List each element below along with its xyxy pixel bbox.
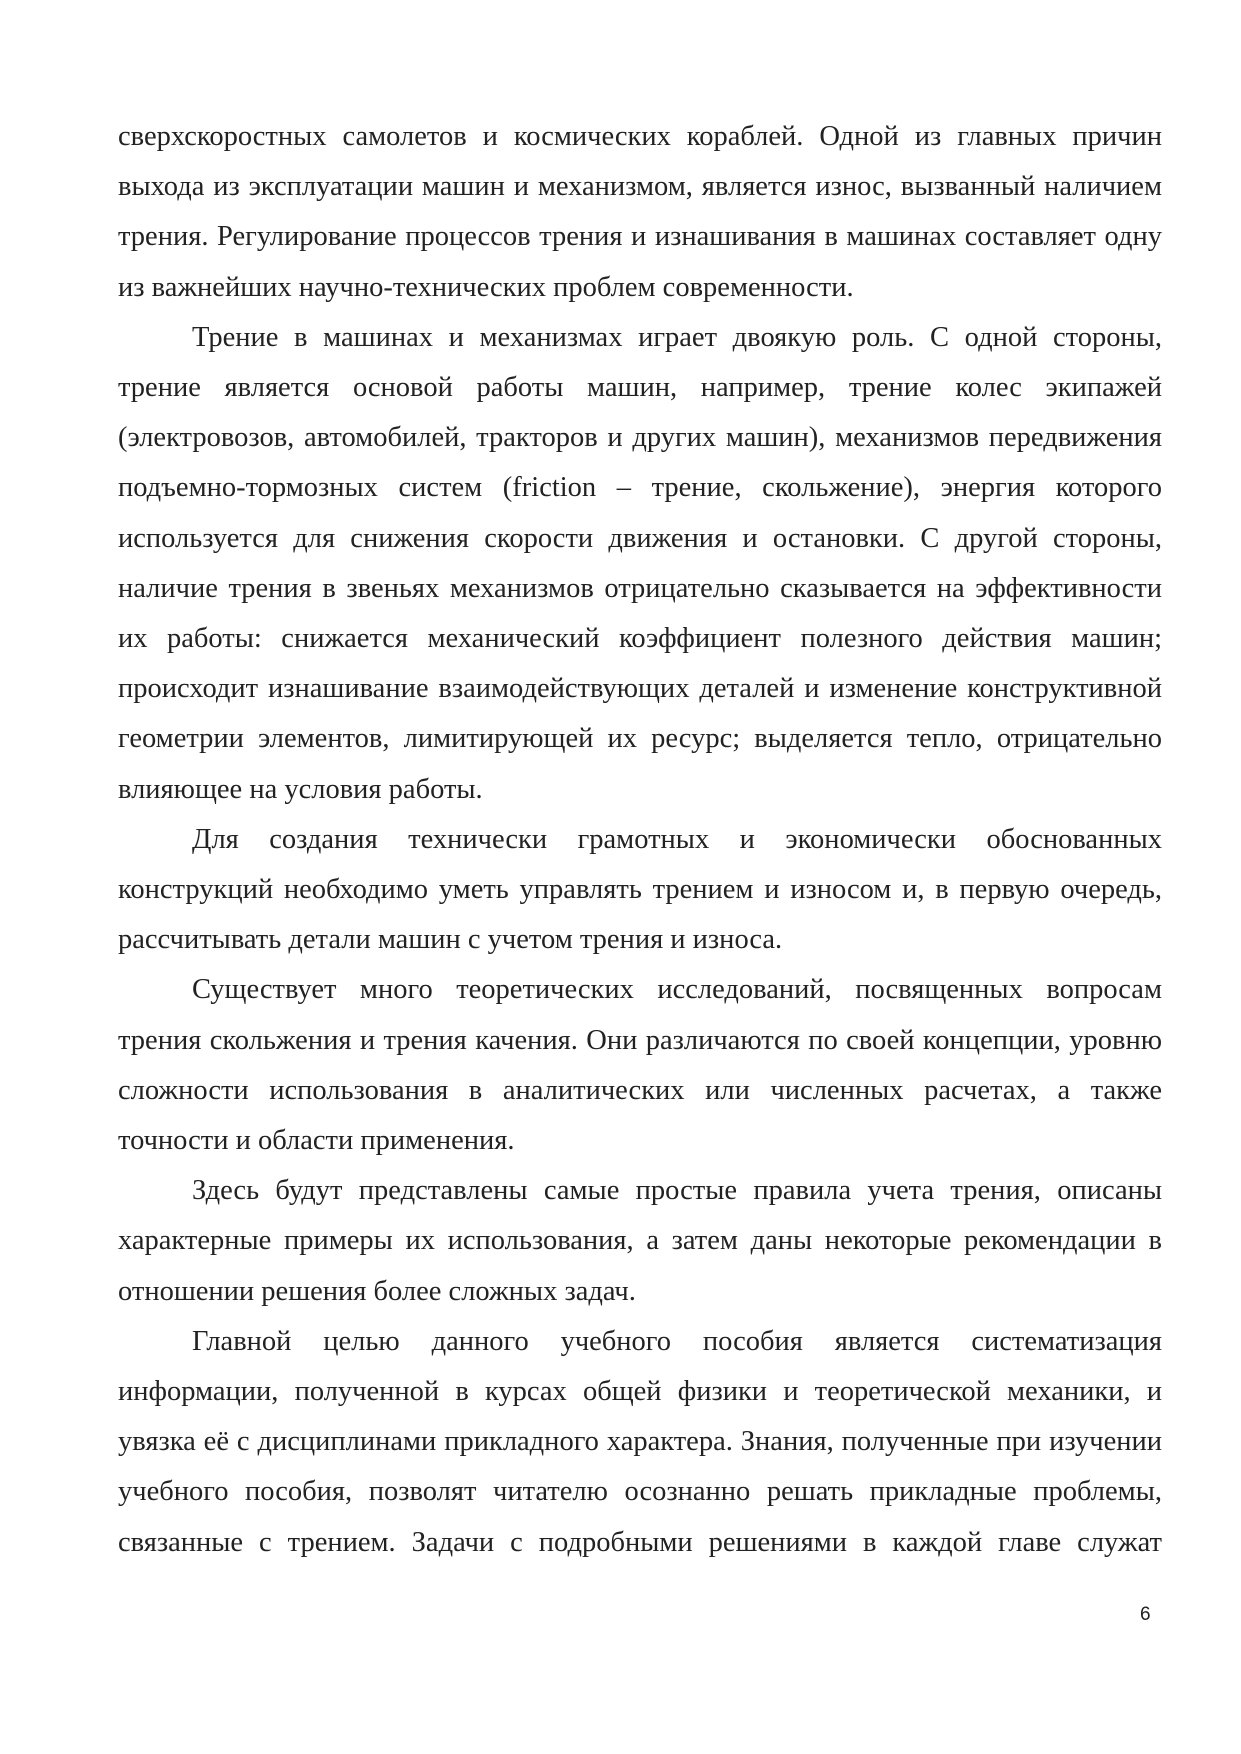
paragraph-design: Для создания технически грамотных и экономически обоснованных конструкций необходимо уметь управлять трением и износом и, в первую очередь, рассчитывать детали машин с учетом трения и износа. (118, 823, 1162, 956)
paragraph-continuation: сверхскоростных самолетов и космических кораблей. Одной из главных причин выхода из эксплуатации машин и механизмом, является износ, вызванный наличием трения. Регулирование процессов трения и изнашивания в машинах составляет одну из важнейших научно-технических проблем современности. (118, 121, 1162, 303)
body-text (118, 112, 1162, 1568)
paragraph-dual-role: Трение в машинах и механизмах играет двоякую роль. С одной стороны, трение является основой работы машин, например, трение колес экипажей (электровозов, автомобилей, тракторов и других машин), механизмов передвижения подъемно-тормозных систем (friction – трение, скольжение), энергия которого используется для снижения скорости движения и остановки. С другой стороны, наличие трения в звеньях механизмов отрицательно сказывается на эффективности их работы: снижается механический коэффициент полезного действия машин; происходит изнашивание взаимодействующих деталей и изменение конструктивной геометрии элементов, лимитирующей их ресурс; выделяется тепло, отрицательно влияющее на условия работы. (118, 321, 1162, 805)
paragraph-goal: Главной целью данного учебного пособия является систематизация информации, полученной в курсах общей физики и теоретической механики, и увязка её с дисциплинами прикладного характера. Знания, полученные при изучении учебного пособия, позволят читателю осознанно решать прикладные проблемы, связанные с трением. Задачи с подробными решениями в каждой главе служат (118, 1325, 1162, 1558)
page-number: 6 (1140, 1604, 1151, 1625)
paragraph-rules: Здесь будут представлены самые простые правила учета трения, описаны характерные примеры их использования, а затем даны некоторые рекомендации в отношении решения более сложных задач. (118, 1175, 1162, 1307)
paragraph-theories: Существует много теоретических исследований, посвященных вопросам трения скольжения и трения качения. Они различаются по своей концепции, уровню сложности использования в аналитических или численных расчетах, а также точности и области применения. (118, 974, 1162, 1157)
